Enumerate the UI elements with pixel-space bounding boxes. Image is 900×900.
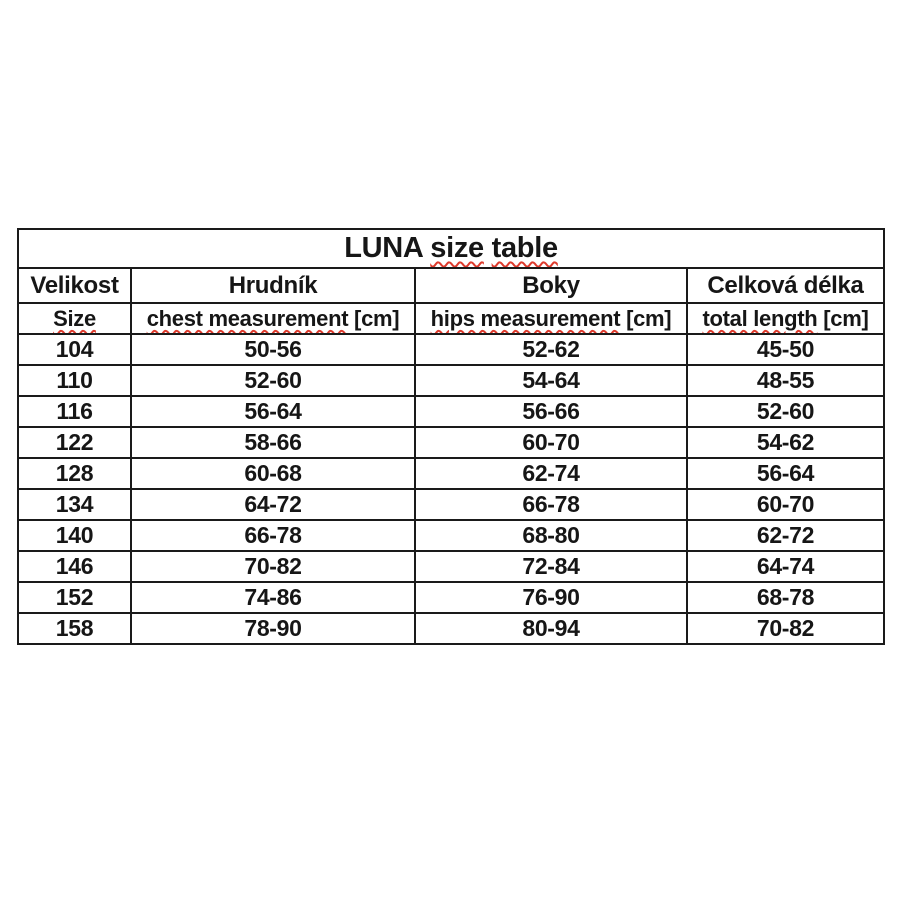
title-word-table: table bbox=[491, 232, 558, 264]
cell-size: 152 bbox=[18, 582, 131, 613]
cell-chest: 58-66 bbox=[131, 427, 415, 458]
cell-hips: 56-66 bbox=[415, 396, 687, 427]
cell-length: 45-50 bbox=[687, 334, 884, 365]
cell-hips: 54-64 bbox=[415, 365, 687, 396]
english-header-row bbox=[18, 303, 884, 334]
cell-size: 134 bbox=[18, 489, 131, 520]
cell-hips: 62-74 bbox=[415, 458, 687, 489]
title-word-size: size bbox=[430, 232, 484, 264]
cell-size: 140 bbox=[18, 520, 131, 551]
cell-chest: 78-90 bbox=[131, 613, 415, 644]
header-hips-measurement bbox=[415, 303, 687, 334]
cell-hips: 80-94 bbox=[415, 613, 687, 644]
header-velikost: Velikost bbox=[18, 268, 131, 303]
header-hips-unit: [cm] bbox=[620, 305, 672, 331]
cell-size: 110 bbox=[18, 365, 131, 396]
table-row bbox=[18, 396, 884, 427]
cell-hips: 68-80 bbox=[415, 520, 687, 551]
table-title bbox=[18, 229, 884, 268]
cell-chest: 74-86 bbox=[131, 582, 415, 613]
table-row bbox=[18, 582, 884, 613]
cell-size: 128 bbox=[18, 458, 131, 489]
table-row bbox=[18, 520, 884, 551]
table-row bbox=[18, 489, 884, 520]
cell-hips: 52-62 bbox=[415, 334, 687, 365]
table-row bbox=[18, 427, 884, 458]
cell-length: 70-82 bbox=[687, 613, 884, 644]
header-celkova-delka: Celková délka bbox=[687, 268, 884, 303]
cell-chest: 52-60 bbox=[131, 365, 415, 396]
table-row bbox=[18, 551, 884, 582]
cell-hips: 72-84 bbox=[415, 551, 687, 582]
cell-size: 122 bbox=[18, 427, 131, 458]
brand-name: LUNA bbox=[344, 232, 423, 264]
header-boky: Boky bbox=[415, 268, 687, 303]
cell-size: 158 bbox=[18, 613, 131, 644]
header-total-length bbox=[687, 303, 884, 334]
cell-chest: 60-68 bbox=[131, 458, 415, 489]
header-chest-term: chest measurement bbox=[146, 305, 349, 331]
header-hrudnik: Hrudník bbox=[131, 268, 415, 303]
cell-chest: 64-72 bbox=[131, 489, 415, 520]
header-length-term: total length bbox=[702, 305, 818, 331]
cell-length: 62-72 bbox=[687, 520, 884, 551]
table-row bbox=[18, 365, 884, 396]
header-chest-unit: [cm] bbox=[348, 305, 400, 331]
czech-header-row bbox=[18, 268, 884, 303]
cell-length: 68-78 bbox=[687, 582, 884, 613]
cell-length: 56-64 bbox=[687, 458, 884, 489]
cell-length: 52-60 bbox=[687, 396, 884, 427]
cell-length: 48-55 bbox=[687, 365, 884, 396]
size-table-container bbox=[17, 228, 885, 645]
cell-length: 54-62 bbox=[687, 427, 884, 458]
size-table bbox=[17, 228, 885, 645]
cell-chest: 66-78 bbox=[131, 520, 415, 551]
cell-hips: 76-90 bbox=[415, 582, 687, 613]
table-row bbox=[18, 613, 884, 644]
header-size-term: Size bbox=[53, 305, 96, 331]
cell-length: 64-74 bbox=[687, 551, 884, 582]
table-row bbox=[18, 458, 884, 489]
cell-chest: 50-56 bbox=[131, 334, 415, 365]
cell-size: 104 bbox=[18, 334, 131, 365]
cell-length: 60-70 bbox=[687, 489, 884, 520]
cell-chest: 70-82 bbox=[131, 551, 415, 582]
cell-hips: 60-70 bbox=[415, 427, 687, 458]
cell-size: 146 bbox=[18, 551, 131, 582]
header-chest-measurement bbox=[131, 303, 415, 334]
header-size bbox=[18, 303, 131, 334]
table-row bbox=[18, 334, 884, 365]
header-hips-term: hips measurement bbox=[430, 305, 621, 331]
cell-size: 116 bbox=[18, 396, 131, 427]
cell-hips: 66-78 bbox=[415, 489, 687, 520]
cell-chest: 56-64 bbox=[131, 396, 415, 427]
table-title-row bbox=[18, 229, 884, 268]
header-length-unit: [cm] bbox=[817, 305, 869, 331]
